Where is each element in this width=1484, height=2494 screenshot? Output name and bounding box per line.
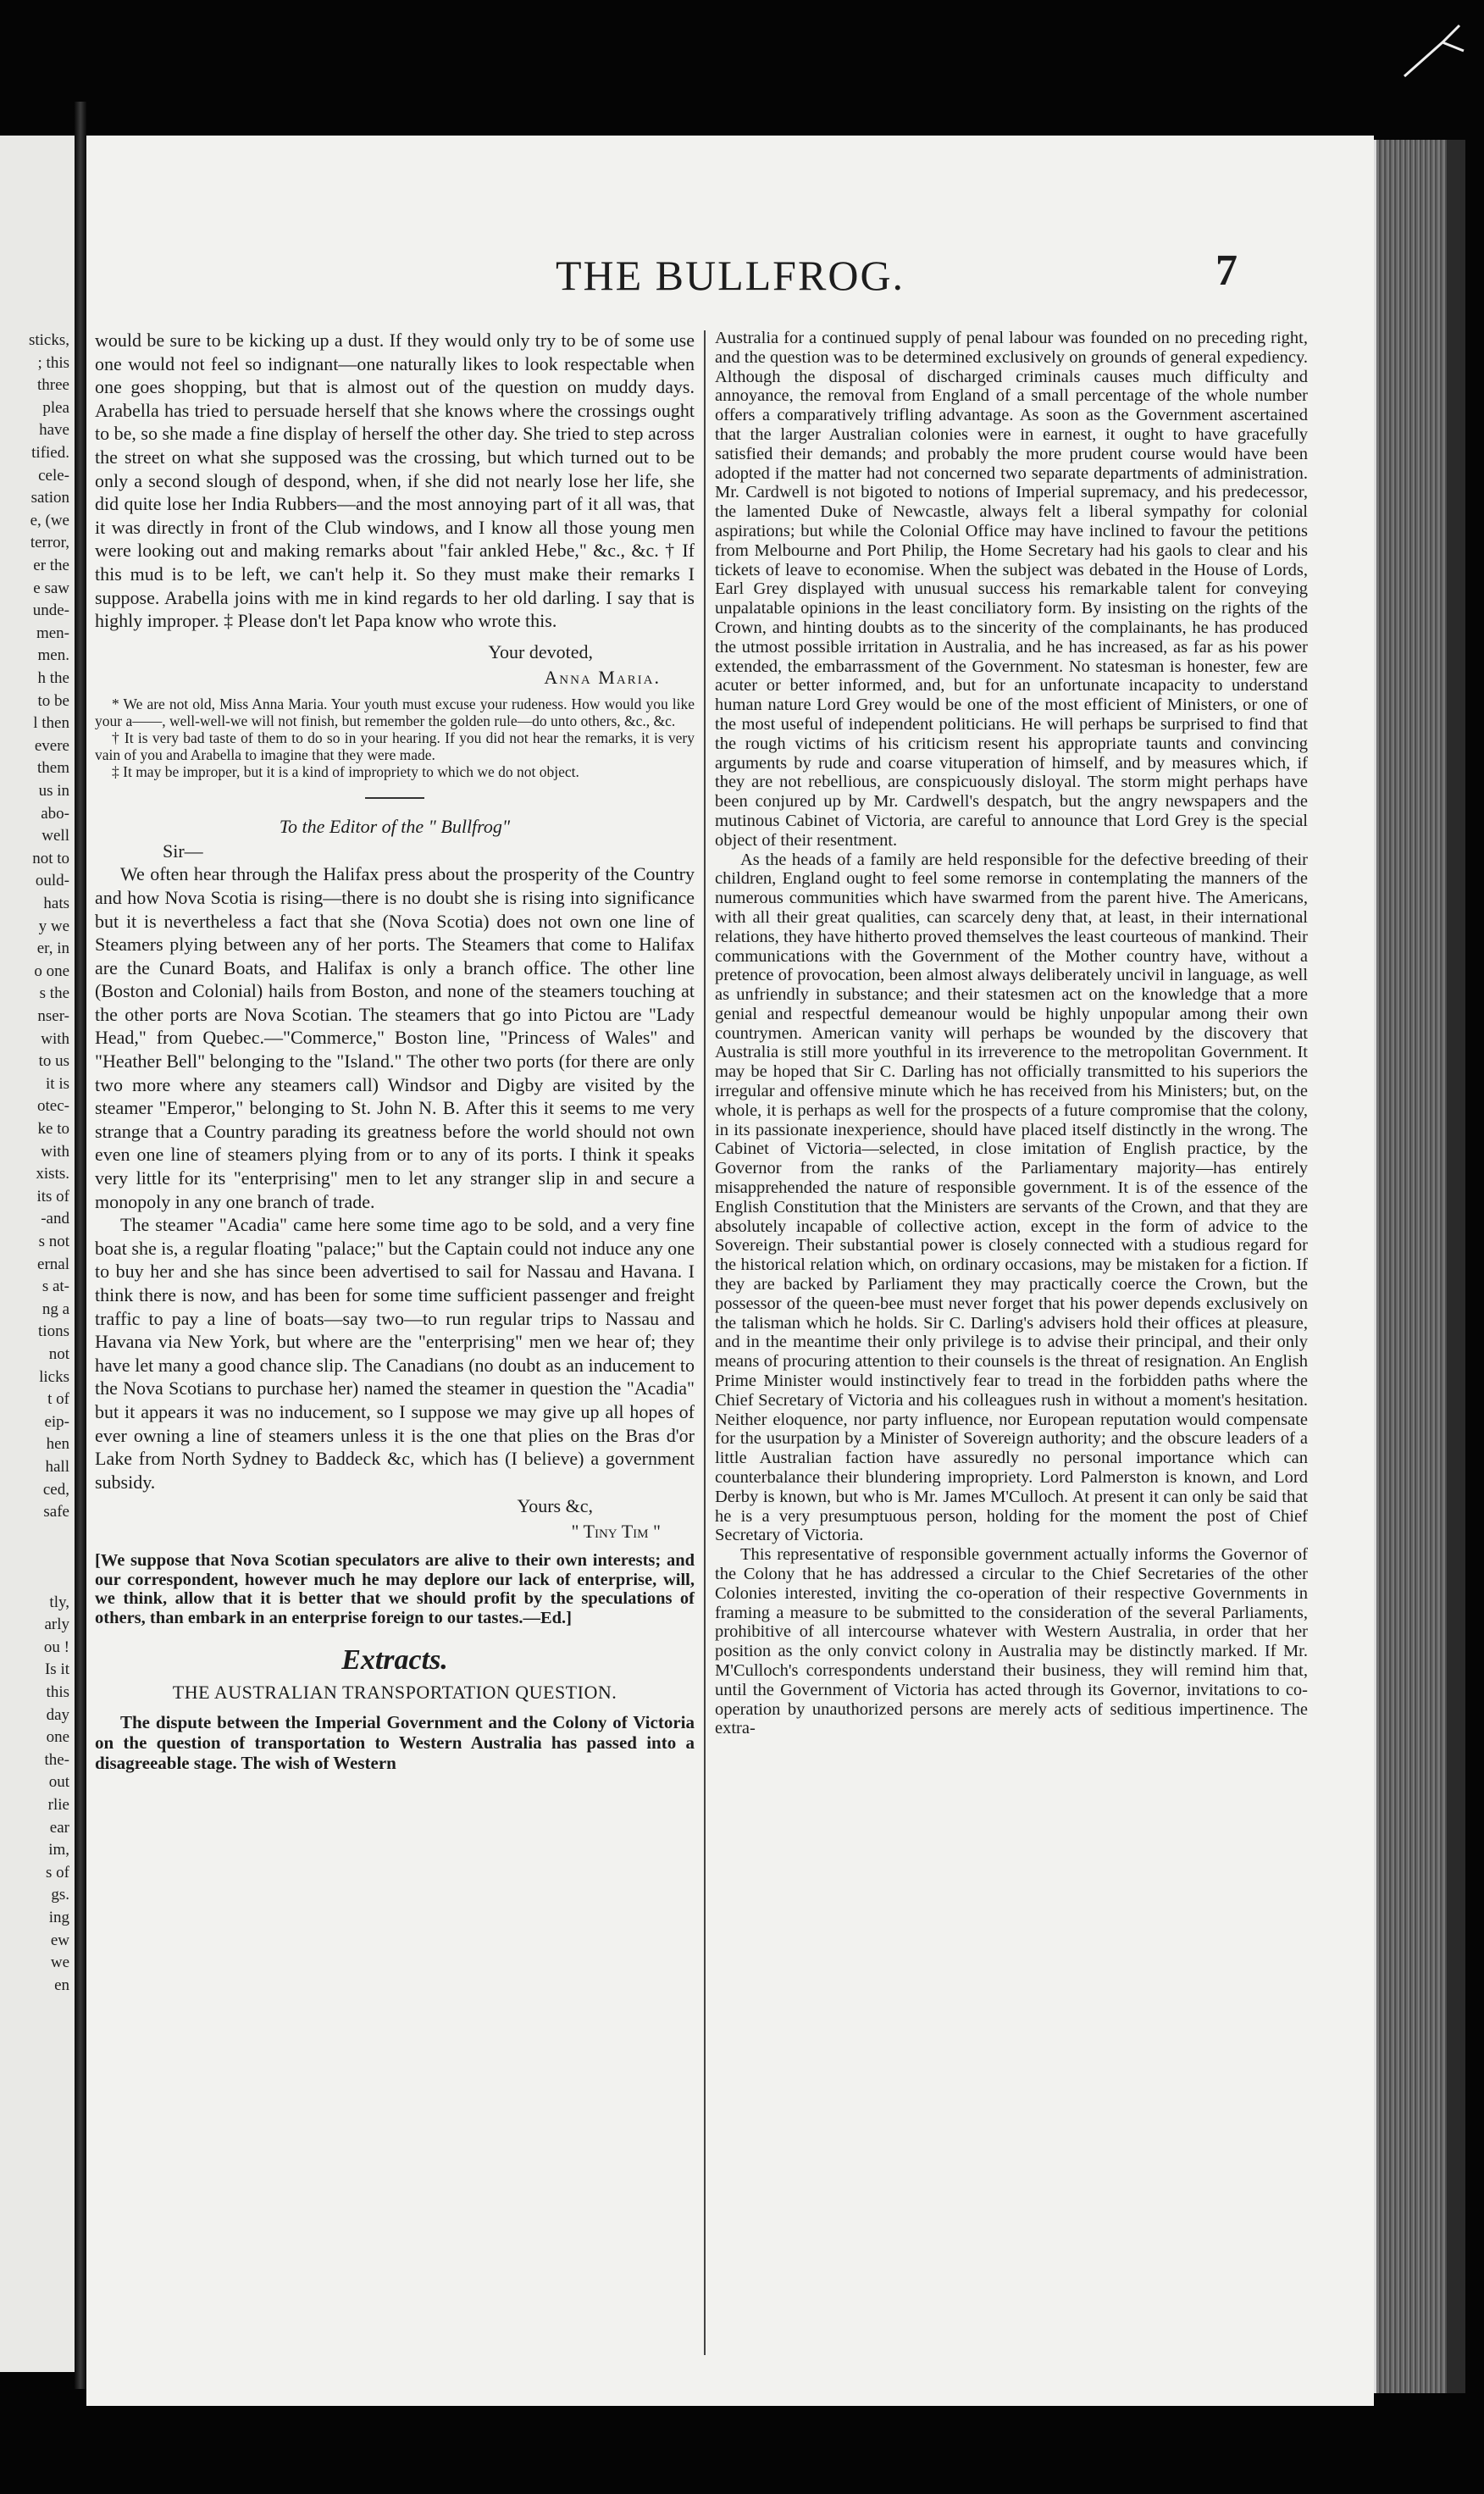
book-cover-edge: [1447, 140, 1465, 2393]
left-page-fragment: er the: [33, 557, 69, 574]
left-page-fragment: safe: [43, 1503, 69, 1521]
left-page-fragment: tified.: [31, 444, 69, 462]
left-page-fragment: l then: [33, 714, 69, 733]
left-page-fragment: plea: [42, 398, 69, 417]
footnote-2: † It is very bad taste of them to do so in your hearing. If you did not hear the remarks, it is very vain of you and Arabella to imagine that they were made.: [95, 729, 695, 763]
article-title: THE AUSTRALIAN TRANSPORTATION QUESTION.: [172, 1682, 617, 1704]
left-page-fragment: ernal: [37, 1255, 69, 1273]
left-page-fragment: ould-: [35, 872, 69, 890]
left-page-fragment: im,: [48, 1841, 69, 1859]
left-page-fragment: with: [41, 1029, 69, 1048]
left-page-fragment: we: [50, 1954, 69, 1972]
pen-mark-icon: [1396, 17, 1472, 93]
left-page-fragment: s not: [38, 1233, 69, 1250]
page-header: [86, 247, 1374, 319]
left-page-fragment: en: [54, 1976, 69, 1994]
letter-closing: Your devoted,: [488, 640, 593, 662]
letter-paragraph-2: The steamer "Acadia" came here some time ago to be sold, and a very fine boat she is, a regular floating "palace;" but the Captain could not induce any one to buy her and she has since been advertised to sail for Nassau and Havana. I think there is now, and has been for some time sufficient passenger and freight traffic to pay a line of boats—say two—to run regular trips to Nassau and Havana via New York, but where are the "enterprising" men we hear of; they have let many a good chance slip. The Canadians (no doubt as an inducement to the Nova Scotians to purchase her) named the steamer in question the "Acadia" but it appears it was no inducement, so I suppose we may give up all hopes of ever owning a line of steamers unless it is the one that plies on the Bras d'or Lake from North Sydney to Baddeck &c, which has (I believe) a government subsidy.: [95, 1214, 695, 1493]
left-page-fragment: have: [39, 421, 69, 440]
left-page-fragment: three: [37, 376, 69, 395]
left-page-fragment: cele-: [38, 466, 69, 485]
editor-note: [We suppose that Nova Scotian speculators are alive to their own interests; and our correspondent, however much he may deplore our lack of enterprise, will, we think, allow that it is better that we should profit by the speculations of others, than embark in an enterprise foreign to our tastes.—Ed.]: [95, 1551, 695, 1627]
left-page-fragment: xists.: [36, 1165, 69, 1183]
left-page-fragment: y we: [38, 917, 69, 935]
left-page-fragment: hats: [43, 895, 69, 912]
section-divider: [365, 797, 424, 799]
left-page-fragment: ng a: [42, 1300, 69, 1318]
left-page-fragment: ou !: [43, 1638, 69, 1656]
left-page-fragment: terror,: [30, 534, 69, 552]
book-gutter: [75, 102, 86, 2389]
left-page-fragment: e saw: [33, 579, 69, 597]
letter-paragraph-1: We often hear through the Halifax press about the prosperity of the Country and how Nova Scotia is rising—there is no doubt she is rising into significance but it is nevertheless a fact that she (Nova Scotia) does not own one line of Steamers plying between any of her ports. The Steamers that come to Halifax are the Cunard Boats, and Halifax is only a branch office. The other line (Boston and Colonial) hails from Boston, and none of the steamers touching at the other ports are Nova Scotian. The steamers that go into Pictou are "Lady Head," from Quebec.—"Commerce," Boston line, "Princess of Wales" and "Heather Bell" belonging to the "Island." The other two ports (for there are only two more where any steamers call) Windsor and Digby are visited by the steamer "Emperor," belonging to St. John N. B. After this it seems to me very strange that a Country parading its greatness before the world should not own even one line of steamers plying from or to any of its ports. I think it speaks very little for its "enterprising" men to let any stranger slip in and secure a monopoly in any one branch of trade.: [95, 863, 695, 1212]
left-page-fragment: ew: [50, 1931, 69, 1949]
letter-opening-paragraph: would be sure to be kicking up a dust. If they would only try to be of some use one would not feel so indignant—one naturally likes to look respectable when one goes shopping, but that is almost out of the question on muddy days. Arabella has tried to persuade herself that she knows where the crossings ought to be, so she made a fine display of herself the other day. She tried to step across the street on what she supposed was the crossing, but which turned out to be only a second slough of despond, when, if she did not nearly lose her life, she did quite lose her India Rubbers—and the most annoying part of it all was, that it was directly in front of the Club windows, and I know all those young men were looking out and making remarks about "fair ankled Hebe," &c., &c. † If this mud is to be left, we can't help it. So they must make their remarks I suppose. Arabella joins with me in kind regards to her old darling. I say that is highly improper. ‡ Please don't let Papa know who wrote this.: [95, 330, 695, 632]
column-left: [95, 329, 695, 1773]
left-page-fragment: e, (we: [30, 511, 69, 529]
letter-signature-2: " Tiny Tim ": [571, 1521, 661, 1543]
letter-salutation: Sir—: [163, 840, 203, 862]
footnote-1: * We are not old, Miss Anna Maria. Your youth must excuse your rudeness. How would you like your a——, well-well-we will not finish, but remember the golden rule—do unto others, &c., &c.: [95, 695, 695, 729]
left-page-fragment: them: [37, 759, 69, 778]
left-page-fragment: rlie: [47, 1796, 69, 1814]
left-page-fragment: -and: [41, 1210, 69, 1228]
left-page-fragment: s at-: [42, 1277, 69, 1296]
left-page-fragment: one: [46, 1728, 69, 1747]
left-page-fragment: us in: [38, 782, 69, 800]
left-page-fragment: t of: [47, 1390, 69, 1409]
left-page-fragment: s of: [46, 1863, 69, 1882]
left-page-fragment: tly,: [49, 1593, 69, 1611]
left-page-fragment: arly: [44, 1616, 69, 1634]
left-page-fragment: the-: [44, 1750, 69, 1769]
letter-closing-2: Yours &c,: [517, 1495, 593, 1517]
left-page-fragment: otec-: [37, 1097, 69, 1116]
left-page-fragment: ke to: [37, 1120, 69, 1138]
left-page-fragment: hen: [46, 1435, 69, 1454]
left-page-fragment: men-: [36, 624, 69, 642]
left-page-fragment: to us: [38, 1052, 69, 1071]
left-page-fragment: o one: [34, 962, 69, 980]
left-page-fragment: men.: [37, 646, 69, 665]
article-intro: The dispute between the Imperial Government and the Colony of Victoria on the question of transportation to Western Australia has passed into a disagreeable stage. The wish of Western: [95, 1712, 695, 1774]
left-page-fragment: ear: [49, 1818, 69, 1837]
letter-heading: To the Editor of the " Bullfrog": [279, 815, 511, 837]
left-page-fragment: to be: [37, 691, 69, 710]
left-page-fragment: licks: [39, 1367, 69, 1386]
column-divider: [704, 330, 706, 2355]
article-paragraph-3: This representative of responsible government actually informs the Governor of the Colony that he has addressed a circular to the Chief Secretaries of the other Colonies interested, inviting the co-operation of their respective Governments in framing a measure to be submitted to the consideration of the several Parliaments, prohibitive of all intercourse whatever with Western Australia, in order that her position as the only convict colony in Australia may be distinctly marked. If Mr. M'Culloch's correspondents understand their business, they will remind him that, until the Government of Victoria has acted through its Governor, invitations to co-operation by unauthorized persons are merely acts of seditious impertinence. The extra-: [715, 1545, 1308, 1738]
left-page-fragment: Is it: [44, 1660, 69, 1679]
left-page-fragment: abo-: [41, 804, 69, 823]
left-page-fragment: evere: [34, 736, 69, 755]
left-page-fragment: unde-: [32, 601, 69, 620]
left-page-fragment: well: [42, 827, 69, 845]
column-right: [715, 329, 1308, 1738]
extracts-heading: Extracts.: [341, 1644, 448, 1677]
left-page-fragment: day: [46, 1705, 69, 1724]
left-page-fragment: gs.: [51, 1886, 69, 1904]
letter-signature: Anna Maria.: [544, 666, 661, 688]
left-page-fragment: with: [41, 1142, 69, 1161]
article-paragraph-2: As the heads of a family are held responsible for the defective breeding of their children, England ought to feel some remorse in contemplating the manners of the numerous communities which have swarmed from the parent hive. The Americans, with all their great qualities, can scarcely deny that, at least, in their international relations, they have hitherto proved themselves the least courteous of mankind. Their communications with the Government of the Mother country have, without a pretence of provocation, been almost always deliberately uncivil in language, as well as unfriendly in substance; and their statesmen act on the knowledge that a more genial and respectful demeanour would be highly unpopular among their own countrymen. American vanity will perhaps be wounded by the discovery that Australia is still more youthful in its irreverence to the metropolitan Government. It may be hoped that Sir C. Darling has not officially transmitted to his superiors the irregular and offensive minute which he has received from his Ministers; but, on the whole, it is perhaps as well for the prospects of a future compromise that the colony, in its passionate inexperience, should have placed itself distinctly in the wrong. The Cabinet of Victoria—selected, in close imitation of English practice, by the Governor from the ranks of the Parliamentary majority—has entirely misapprehended the nature of responsible government. It is of the essence of the English Constitution that the Ministers are servants of the Crown, and that they are absolutely incapable of collective action, except in the form of advice to the Sovereign. Their substantial power is closely connected with a studious regard for the historical relation which, on ordinary occasions, may be mistaken for a fiction. If they are backed by Parliament they may practically coerce the Crown, but the possessor of the queen-bee must never forget that his power depends exclusively on the talisman which he holds. Sir C. Darling's advisers hold their offices at pleasure, and in the meantime their only privilege is to advise their principal, and their only means of procuring attention to their counsels is the threat of resignation. An English Prime Minister would instinctively fear to tread in the forbidden paths where the Chief Secretary of Victoria and his colleagues rush in without a moment's hesitation. Neither eloquence, nor party influence, nor European reputation would compensate for the usurpation by a Minister of Sovereign authority; and the obscure leaders of a little Australian faction have assuredly no personal importance which can counterbalance their blundering impropriety. Lord Palmerston is known, and Lord Derby is known, but who is Mr. James M'Culloch. At present it can only be said that he is a very presumptuous person, holding for the moment the post of Chief Secretary of Victoria.: [715, 850, 1308, 1545]
page: [86, 136, 1374, 2406]
left-page-fragment: s the: [39, 984, 69, 1003]
left-page-fragment: tions: [38, 1322, 69, 1341]
left-page-fragment: hall: [45, 1458, 69, 1476]
page-number: 7: [1215, 247, 1238, 295]
left-page-fragment: its of: [36, 1187, 69, 1205]
left-page-fragment: not: [48, 1345, 69, 1363]
left-page-margin: [0, 136, 75, 2372]
article-paragraph-1: Australia for a continued supply of penal labour was founded on no preceding right, and the question was to be determined exclusively on grounds of general expediency. Although the disposal of discharged criminals causes much difficulty and annoyance, the removal from England of a small percentage of the whole number offers a comparatively trifling advantage. As soon as the Government ascertained that the larger Australian colonies were in earnest, it ought to have gracefully satisfied their demands; and probably the more prudent course would have been adopted if the matter had not concerned two separate departments of administration. Mr. Cardwell is not bigoted to notions of Imperial supremacy, and his predecessor, the lamented Duke of Newcastle, always felt a liberal sympathy for colonial aspirations; but while the Colonial Office may have inclined to favour the petitions from Melbourne and Port Philip, the Home Secretary had his gaols to clear and his tickets of leave to economise. When the subject was debated in the House of Lords, Earl Grey displayed with unusual success his remarkable talent for conveying unpalatable opinions in the least conciliatory form. By insisting on the rights of the Crown, and hinting doubts as to the sincerity of the complainants, he has produced the utmost possible irritation in Australia, and he has increased, as far as his power extended, the embarrassment of the Government. No statesman is honester, few are acuter or better informed, and, but for an unfortunate incapacity to understand human nature Lord Grey would be one of the most efficient of Ministers, or one of the most useful of independent politicians. He will perhaps be surprised to find that the rough victims of his criticism resent his appropriate taunts and convincing arguments by rude and coarse vituperation of himself, and by measures which, if they are not rebellious, are conspicuously disloyal. The storm might perhaps have been conjured up by Mr. Cardwell's despatch, but the angry newspapers and the mutinous Cabinet of Victoria, are careful to announce that Lord Grey is the special object of their resentment.: [715, 329, 1308, 850]
left-page-fragment: out: [48, 1773, 69, 1792]
left-page-fragment: sticks,: [28, 331, 69, 349]
left-page-fragment: sation: [30, 489, 69, 507]
left-page-fragment: it is: [46, 1074, 69, 1093]
left-page-fragment: eip-: [44, 1412, 69, 1431]
left-page-fragment: ing: [48, 1909, 69, 1926]
book-page-edges: [1374, 140, 1465, 2393]
left-page-fragment: not to: [32, 849, 69, 867]
left-page-fragment: this: [46, 1683, 69, 1701]
newspaper-title: THE BULLFROG.: [555, 252, 905, 299]
footnote-3: ‡ It may be improper, but it is a kind of impropriety to which we do not object.: [112, 762, 579, 780]
left-page-fragment: ; this: [37, 353, 69, 372]
left-page-fragment: er, in: [36, 939, 69, 958]
left-page-fragment: h the: [37, 669, 69, 687]
left-page-fragment: ced,: [42, 1480, 69, 1499]
left-page-fragment: nser-: [37, 1007, 69, 1025]
